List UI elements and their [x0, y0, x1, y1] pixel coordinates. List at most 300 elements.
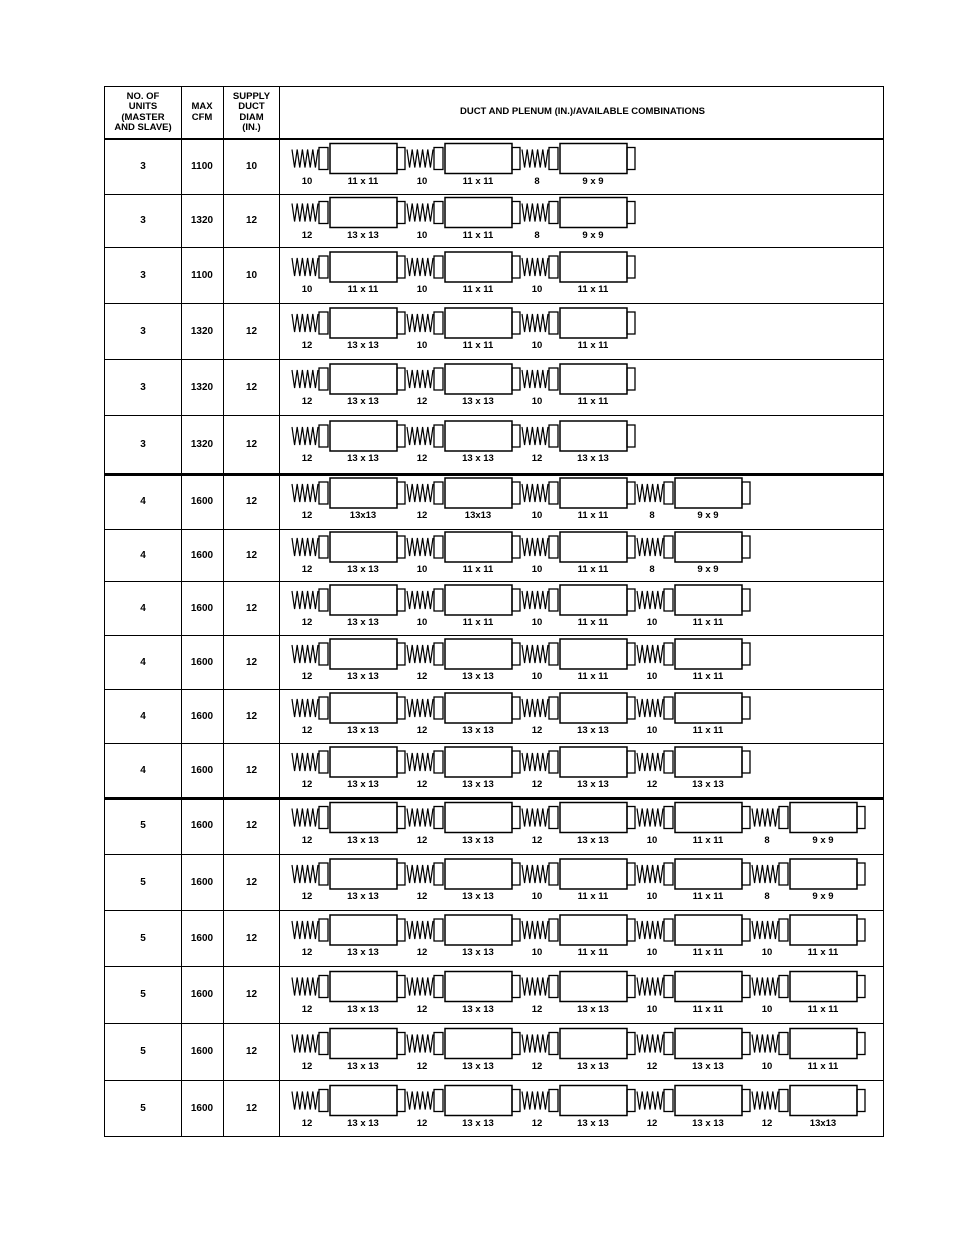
plenum-box-icon [330, 198, 405, 228]
duct-diameter-label: 10 [531, 284, 543, 295]
flex-duct-coil-icon [292, 919, 328, 941]
flex-duct-coil-icon [292, 643, 328, 665]
plenum-size-label: 9 x 9 [812, 834, 834, 846]
plenum-box-icon [675, 478, 750, 508]
duct-diameter-label: 8 [534, 229, 540, 241]
plenum-size-label: 13 x 13 [462, 671, 494, 682]
duct-diameter-label: 12 [301, 725, 313, 736]
flex-duct-coil-icon [637, 751, 673, 773]
flex-duct-coil-icon [407, 1033, 443, 1055]
plenum-size-label: 13 x 13 [347, 396, 379, 407]
plenum-box-icon [330, 144, 405, 174]
duct-diameter-label: 12 [531, 834, 543, 846]
plenum-box-icon [445, 364, 520, 394]
cell-duct: 12 [245, 438, 258, 450]
duct-diameter-label: 10 [531, 396, 543, 407]
duct-diameter-label: 12 [416, 671, 428, 682]
cell-duct: 12 [245, 932, 258, 944]
plenum-size-label: 13 x 13 [347, 891, 379, 902]
plenum-size-label: 11 x 11 [692, 891, 724, 902]
plenum-box-icon [560, 972, 635, 1002]
plenum-box-icon [560, 198, 635, 228]
cell-duct: 12 [245, 764, 258, 776]
plenum-box-icon [675, 1029, 750, 1059]
table-row [105, 966, 883, 1024]
cell-units: 5 [140, 932, 146, 944]
combination-diagram [280, 743, 885, 797]
combination-diagram [280, 910, 885, 966]
plenum-size-label: 11 x 11 [462, 340, 494, 351]
duct-diameter-label: 12 [301, 510, 313, 521]
cell-duct: 10 [245, 269, 258, 281]
plenum-box-icon [330, 532, 405, 562]
cell-units: 4 [140, 710, 146, 722]
table-row [105, 910, 883, 967]
cell-units: 5 [140, 989, 146, 1000]
duct-diameter-label: 10 [646, 947, 658, 958]
table-row [105, 689, 883, 744]
plenum-size-label: 13 x 13 [462, 1117, 494, 1129]
plenum-size-label: 11 x 11 [692, 725, 724, 736]
duct-diameter-label: 10 [301, 284, 313, 295]
cell-duct: 10 [245, 161, 258, 172]
plenum-size-label: 9 x 9 [582, 229, 604, 241]
plenum-size-label: 11 x 11 [462, 229, 494, 241]
duct-diameter-label: 12 [416, 834, 428, 846]
plenum-size-label: 13 x 13 [347, 1060, 379, 1072]
plenum-box-icon [330, 639, 405, 669]
duct-diameter-label: 12 [416, 1117, 428, 1129]
plenum-box-icon [560, 478, 635, 508]
plenum-box-icon [675, 585, 750, 615]
plenum-box-icon [675, 747, 750, 777]
cell-duct: 12 [245, 1103, 258, 1114]
cell-cfm: 1320 [190, 438, 214, 450]
plenum-size-label: 11 x 11 [577, 284, 609, 295]
cell-units: 3 [140, 215, 146, 226]
flex-duct-coil-icon [522, 863, 558, 885]
flex-duct-coil-icon [407, 751, 443, 773]
plenum-size-label: 13 x 13 [692, 779, 724, 790]
plenum-size-label: 11 x 11 [577, 891, 609, 902]
plenum-box-icon [445, 1086, 520, 1116]
flex-duct-coil-icon [637, 643, 673, 665]
duct-diameter-label: 12 [301, 396, 313, 407]
cell-duct: 12 [245, 1046, 258, 1057]
cell-cfm: 1600 [190, 1046, 214, 1057]
plenum-box-icon [330, 252, 405, 282]
flex-duct-coil-icon [407, 482, 443, 504]
cell-units: 4 [140, 495, 146, 507]
plenum-box-icon [445, 421, 520, 451]
flex-duct-coil-icon [522, 368, 558, 390]
flex-duct-coil-icon [292, 697, 328, 719]
plenum-size-label: 11 x 11 [692, 834, 724, 846]
plenum-box-icon [445, 859, 520, 889]
duct-diameter-label: 10 [646, 671, 658, 682]
duct-diameter-label: 12 [416, 1060, 428, 1072]
duct-diameter-label: 10 [416, 229, 428, 241]
flex-duct-coil-icon [292, 1090, 328, 1112]
combination-diagram [280, 1080, 885, 1137]
plenum-size-label: 11 x 11 [692, 671, 724, 682]
plenum-size-label: 13 x 13 [347, 947, 379, 958]
flex-duct-coil-icon [292, 312, 328, 334]
flex-duct-coil-icon [522, 589, 558, 611]
duct-diameter-label: 12 [301, 229, 313, 241]
plenum-size-label: 13 x 13 [462, 725, 494, 736]
column-divider [223, 87, 224, 1136]
plenum-box-icon [675, 1086, 750, 1116]
duct-diameter-label: 10 [646, 834, 658, 846]
combination-diagram [280, 415, 885, 473]
flex-duct-coil-icon [637, 1033, 673, 1055]
cell-units: 4 [140, 602, 146, 614]
flex-duct-coil-icon [752, 807, 788, 829]
flex-duct-coil-icon [407, 425, 443, 447]
plenum-size-label: 11 x 11 [692, 947, 724, 958]
plenum-box-icon [790, 1029, 865, 1059]
table-row [105, 473, 883, 530]
cell-cfm: 1600 [190, 495, 214, 507]
plenum-box-icon [560, 308, 635, 338]
plenum-box-icon [675, 803, 750, 833]
cell-duct: 12 [245, 381, 258, 393]
plenum-size-label: 13 x 13 [347, 453, 379, 464]
combination-diagram [280, 854, 885, 910]
duct-diameter-label: 10 [416, 284, 428, 295]
duct-diameter-label: 12 [531, 1060, 543, 1072]
combination-diagram [280, 473, 885, 529]
cell-cfm: 1600 [190, 1103, 214, 1114]
flex-duct-coil-icon [407, 536, 443, 558]
cell-cfm: 1600 [190, 932, 214, 944]
duct-diameter-label: 12 [301, 340, 313, 351]
duct-diameter-label: 12 [416, 453, 428, 464]
plenum-size-label: 11 x 11 [347, 284, 379, 295]
cell-duct: 12 [245, 215, 258, 226]
duct-diameter-label: 12 [301, 617, 313, 628]
plenum-size-label: 9 x 9 [697, 564, 719, 575]
flex-duct-coil-icon [292, 751, 328, 773]
cell-cfm: 1600 [190, 764, 214, 776]
duct-diameter-label: 12 [531, 1003, 543, 1015]
table-row [105, 529, 883, 582]
flex-duct-coil-icon [522, 536, 558, 558]
flex-duct-coil-icon [292, 1033, 328, 1055]
flex-duct-coil-icon [522, 976, 558, 998]
duct-diameter-label: 12 [416, 510, 428, 521]
cell-cfm: 1600 [190, 602, 214, 614]
plenum-box-icon [560, 747, 635, 777]
duct-diameter-label: 12 [301, 1003, 313, 1015]
plenum-size-label: 13 x 13 [577, 834, 609, 846]
cell-units: 4 [140, 764, 146, 776]
plenum-size-label: 13x13 [349, 510, 377, 521]
plenum-size-label: 13 x 13 [577, 453, 609, 464]
plenum-box-icon [675, 532, 750, 562]
flex-duct-coil-icon [407, 697, 443, 719]
flex-duct-coil-icon [637, 976, 673, 998]
plenum-size-label: 11 x 11 [577, 617, 609, 628]
plenum-size-label: 11 x 11 [807, 1003, 839, 1015]
flex-duct-coil-icon [292, 256, 328, 278]
plenum-box-icon [445, 252, 520, 282]
plenum-size-label: 13 x 13 [462, 947, 494, 958]
plenum-size-label: 13 x 13 [347, 229, 379, 241]
cell-duct: 12 [245, 602, 258, 614]
plenum-size-label: 11 x 11 [462, 564, 494, 575]
table-row [105, 359, 883, 416]
duct-diameter-label: 8 [649, 510, 655, 521]
flex-duct-coil-icon [637, 536, 673, 558]
duct-diameter-label: 12 [301, 834, 313, 846]
flex-duct-coil-icon [522, 919, 558, 941]
duct-diameter-label: 12 [301, 1060, 313, 1072]
combination-diagram [280, 359, 885, 415]
combination-diagram [280, 529, 885, 581]
flex-duct-coil-icon [292, 482, 328, 504]
table-row [105, 139, 883, 195]
duct-diameter-label: 12 [531, 779, 543, 790]
plenum-size-label: 13 x 13 [347, 1003, 379, 1015]
plenum-box-icon [560, 639, 635, 669]
flex-duct-coil-icon [292, 425, 328, 447]
plenum-box-icon [445, 1029, 520, 1059]
cell-units: 3 [140, 161, 146, 172]
cell-units: 3 [140, 325, 146, 337]
flex-duct-coil-icon [522, 148, 558, 170]
cell-units: 3 [140, 438, 146, 450]
plenum-box-icon [330, 364, 405, 394]
plenum-size-label: 11 x 11 [347, 175, 379, 187]
plenum-size-label: 11 x 11 [807, 1060, 839, 1072]
plenum-box-icon [560, 915, 635, 945]
flex-duct-coil-icon [407, 202, 443, 224]
flex-duct-coil-icon [292, 976, 328, 998]
table-row [105, 303, 883, 360]
combination-diagram [280, 139, 885, 194]
plenum-size-label: 11 x 11 [462, 175, 494, 187]
plenum-size-label: 13 x 13 [462, 1060, 494, 1072]
column-divider [181, 87, 182, 1136]
flex-duct-coil-icon [407, 368, 443, 390]
duct-diameter-label: 12 [531, 453, 543, 464]
plenum-box-icon [560, 585, 635, 615]
duct-diameter-label: 10 [761, 1003, 773, 1015]
duct-diameter-label: 8 [649, 564, 655, 575]
plenum-size-label: 13 x 13 [347, 779, 379, 790]
plenum-size-label: 13 x 13 [347, 564, 379, 575]
flex-duct-coil-icon [522, 312, 558, 334]
duct-diameter-label: 10 [531, 564, 543, 575]
combination-table [104, 86, 884, 1137]
plenum-size-label: 13 x 13 [347, 340, 379, 351]
duct-diameter-label: 12 [301, 1117, 313, 1129]
plenum-box-icon [790, 859, 865, 889]
plenum-box-icon [675, 972, 750, 1002]
cell-duct: 12 [245, 549, 258, 561]
plenum-size-label: 11 x 11 [577, 396, 609, 407]
plenum-box-icon [330, 585, 405, 615]
duct-diameter-label: 12 [531, 725, 543, 736]
plenum-box-icon [330, 1086, 405, 1116]
flex-duct-coil-icon [292, 589, 328, 611]
plenum-size-label: 11 x 11 [462, 617, 494, 628]
table-row [105, 1080, 883, 1137]
duct-diameter-label: 10 [646, 617, 658, 628]
plenum-box-icon [445, 915, 520, 945]
cell-cfm: 1600 [190, 989, 214, 1000]
plenum-box-icon [790, 1086, 865, 1116]
plenum-size-label: 13 x 13 [347, 617, 379, 628]
plenum-box-icon [445, 639, 520, 669]
combination-diagram [280, 1023, 885, 1080]
plenum-box-icon [445, 585, 520, 615]
table-row [105, 194, 883, 248]
table-header [105, 87, 883, 140]
plenum-size-label: 13 x 13 [577, 1003, 609, 1015]
cell-units: 5 [140, 1046, 146, 1057]
duct-diameter-label: 12 [301, 453, 313, 464]
duct-diameter-label: 10 [646, 891, 658, 902]
cell-units: 3 [140, 269, 146, 281]
flex-duct-coil-icon [637, 919, 673, 941]
plenum-box-icon [560, 252, 635, 282]
flex-duct-coil-icon [637, 482, 673, 504]
plenum-size-label: 9 x 9 [812, 891, 834, 902]
plenum-box-icon [675, 859, 750, 889]
table-row [105, 247, 883, 304]
plenum-size-label: 11 x 11 [692, 617, 724, 628]
plenum-size-label: 11 x 11 [577, 340, 609, 351]
plenum-box-icon [445, 532, 520, 562]
cell-cfm: 1600 [190, 876, 214, 888]
cell-cfm: 1600 [190, 656, 214, 668]
cell-cfm: 1600 [190, 549, 214, 561]
flex-duct-coil-icon [292, 202, 328, 224]
combination-diagram [280, 966, 885, 1023]
duct-diameter-label: 12 [761, 1117, 773, 1129]
plenum-box-icon [560, 421, 635, 451]
duct-diameter-label: 10 [761, 1060, 773, 1072]
cell-units: 5 [140, 1103, 146, 1114]
flex-duct-coil-icon [752, 1090, 788, 1112]
flex-duct-coil-icon [752, 863, 788, 885]
flex-duct-coil-icon [637, 589, 673, 611]
flex-duct-coil-icon [522, 202, 558, 224]
plenum-size-label: 13 x 13 [692, 1060, 724, 1072]
plenum-box-icon [330, 421, 405, 451]
duct-diameter-label: 8 [764, 891, 770, 902]
combination-diagram [280, 194, 885, 247]
duct-diameter-label: 10 [301, 175, 313, 187]
plenum-box-icon [675, 693, 750, 723]
combination-diagram [280, 635, 885, 689]
plenum-size-label: 9 x 9 [582, 175, 604, 187]
flex-duct-coil-icon [292, 148, 328, 170]
flex-duct-coil-icon [522, 256, 558, 278]
plenum-size-label: 13 x 13 [462, 834, 494, 846]
table-row [105, 797, 883, 855]
cell-duct: 12 [245, 820, 258, 831]
plenum-box-icon [330, 693, 405, 723]
flex-duct-coil-icon [522, 751, 558, 773]
combination-drawing [280, 415, 885, 473]
duct-diameter-label: 10 [531, 510, 543, 521]
table-row [105, 581, 883, 636]
flex-duct-coil-icon [407, 807, 443, 829]
duct-diameter-label: 12 [416, 1003, 428, 1015]
plenum-box-icon [445, 747, 520, 777]
plenum-box-icon [330, 478, 405, 508]
cell-cfm: 1100 [191, 161, 213, 172]
plenum-box-icon [560, 532, 635, 562]
cell-cfm: 1320 [190, 381, 214, 393]
plenum-box-icon [560, 364, 635, 394]
flex-duct-coil-icon [407, 1090, 443, 1112]
plenum-size-label: 13 x 13 [577, 725, 609, 736]
plenum-size-label: 13 x 13 [577, 779, 609, 790]
header-combinations: DUCT AND PLENUM (IN.)/AVAILABLE COMBINATIONS [459, 106, 706, 118]
duct-diameter-label: 8 [764, 834, 770, 846]
plenum-size-label: 13 x 13 [462, 1003, 494, 1015]
plenum-box-icon [560, 1029, 635, 1059]
cell-duct: 12 [245, 495, 258, 507]
cell-units: 4 [140, 656, 146, 668]
table-row [105, 743, 883, 800]
plenum-size-label: 13 x 13 [462, 891, 494, 902]
plenum-size-label: 13x13 [464, 510, 492, 521]
flex-duct-coil-icon [407, 919, 443, 941]
table-row [105, 854, 883, 911]
cell-units: 5 [140, 820, 146, 831]
plenum-size-label: 11 x 11 [577, 510, 609, 521]
cell-cfm: 1100 [191, 269, 213, 281]
duct-diameter-label: 12 [646, 1117, 658, 1129]
flex-duct-coil-icon [292, 863, 328, 885]
flex-duct-coil-icon [407, 589, 443, 611]
plenum-size-label: 13 x 13 [347, 1117, 379, 1129]
plenum-size-label: 11 x 11 [807, 947, 839, 958]
flex-duct-coil-icon [407, 863, 443, 885]
flex-duct-coil-icon [407, 256, 443, 278]
duct-diameter-label: 8 [534, 175, 540, 187]
plenum-box-icon [790, 972, 865, 1002]
duct-diameter-label: 10 [531, 617, 543, 628]
cell-units: 3 [140, 381, 146, 393]
flex-duct-coil-icon [522, 697, 558, 719]
flex-duct-coil-icon [637, 697, 673, 719]
flex-duct-coil-icon [292, 368, 328, 390]
duct-diameter-label: 10 [416, 175, 428, 187]
cell-cfm: 1320 [190, 325, 214, 337]
plenum-size-label: 13 x 13 [462, 453, 494, 464]
flex-duct-coil-icon [522, 643, 558, 665]
table-row [105, 635, 883, 690]
flex-duct-coil-icon [637, 807, 673, 829]
plenum-box-icon [560, 693, 635, 723]
plenum-box-icon [675, 915, 750, 945]
duct-diameter-label: 12 [301, 671, 313, 682]
plenum-box-icon [445, 803, 520, 833]
combination-diagram [280, 247, 885, 303]
flex-duct-coil-icon [292, 807, 328, 829]
flex-duct-coil-icon [637, 1090, 673, 1112]
table-row [105, 1023, 883, 1081]
cell-cfm: 1320 [190, 215, 214, 226]
plenum-box-icon [330, 308, 405, 338]
